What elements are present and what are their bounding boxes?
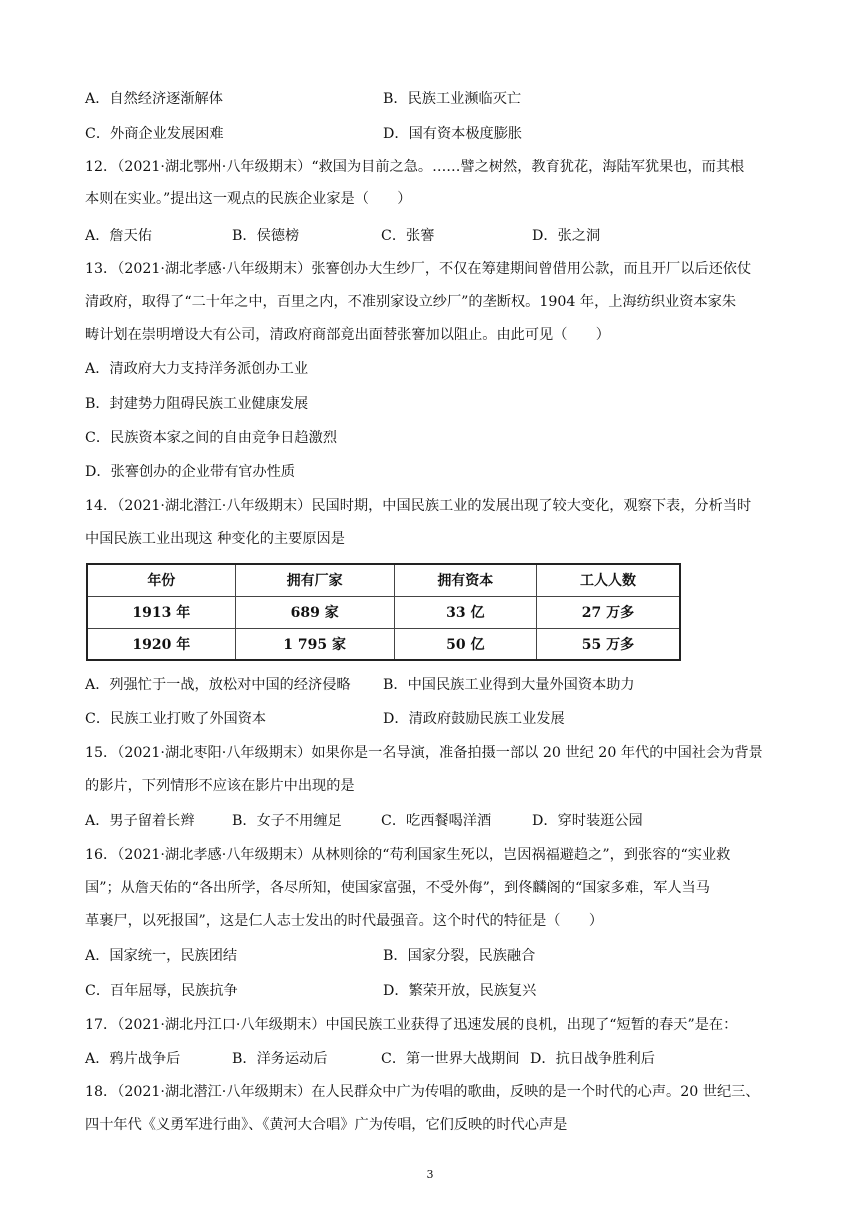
table-cell: 1920 年: [87, 628, 235, 660]
q13-stem-line2: 清政府，取得了“二十年之中，百里之内，不准别家设立纱厂”的垄断权。1904 年，上海纺织业资本家朱: [85, 294, 737, 310]
q11-option-d: D．国有资本极度膨胀: [383, 126, 523, 142]
table-cell: 55 万多: [536, 628, 680, 660]
q15-option-b: B．女子不用缠足: [232, 813, 342, 829]
q12-stem-line1: 12．（2021·湖北鄂州·八年级期末）“救国为目前之急。……譬之树然，教育犹花，海陆军犹果也，而其根: [85, 159, 745, 175]
q16-stem-line3: 革裹尸，以死报国”，这是仁人志士发出的时代最强音。这个时代的特征是（ ）: [85, 913, 604, 929]
q14-option-c: C．民族工业打败了外国资本: [85, 711, 267, 727]
q17-option-a: A．鸦片战争后: [85, 1051, 181, 1067]
q13-option-b: B．封建势力阻碍民族工业健康发展: [85, 396, 309, 412]
q13-option-c: C．民族资本家之间的自由竞争日趋激烈: [85, 430, 338, 446]
q15-option-d: D．穿时装逛公园: [532, 813, 643, 829]
q11-option-b: B．民族工业濒临灭亡: [383, 91, 522, 107]
table-header-row: [87, 564, 680, 596]
q15-option-c: C．吃西餐喝洋酒: [381, 813, 492, 829]
q16-stem-line2: 国”；从詹天佑的“各出所学，各尽所知，使国家富强，不受外侮”，到佟麟阁的“国家多难，军人当马: [85, 880, 710, 896]
table-header-cell: 年份: [87, 564, 235, 596]
table-cell: 1913 年: [87, 596, 235, 628]
table-cell: 689 家: [235, 596, 394, 628]
q16-stem-line1: 16．（2021·湖北孝感·八年级期末）从林则徐的“苟利国家生死以，岂因祸福避趋之”，到张容的“实业救: [85, 847, 731, 863]
q17-option-b: B．洋务运动后: [232, 1051, 328, 1067]
q12-option-a: A．詹天佑: [85, 228, 152, 244]
table-row: [87, 628, 680, 660]
q12-option-b: B．侯德榜: [232, 228, 300, 244]
q14-option-b: B．中国民族工业得到大量外国资本助力: [383, 677, 635, 693]
q18-stem-line2: 四十年代《义勇军进行曲》、《黄河大合唱》广为传唱，它们反映的时代心声是: [85, 1117, 568, 1133]
q13-stem-line3: 畴计划在崇明增设大有公司，清政府商部竟出面替张謇加以阻止。由此可见（ ）: [85, 327, 610, 343]
q14-stem-line1: 14．（2021·湖北潜江·八年级期末）民国时期，中国民族工业的发展出现了较大变化，观察下表，分析当时: [85, 498, 752, 514]
q18-stem-line1: 18．（2021·湖北潜江·八年级期末）在人民群众中广为传唱的歌曲，反映的是一个时代的心声。20 世纪三、: [85, 1084, 760, 1100]
q17-stem-line1: 17．（2021·湖北丹江口·八年级期末）中国民族工业获得了迅速发展的良机，出现了“短暂的春天”是在：: [85, 1017, 738, 1033]
q14-stem-line2: 中国民族工业出现这 种变化的主要原因是: [85, 531, 345, 547]
q16-option-a: A．国家统一，民族团结: [85, 948, 238, 964]
q12-stem-line2: 本则在实业。”提出这一观点的民族企业家是（ ）: [85, 191, 412, 207]
q15-stem-line1: 15．（2021·湖北枣阳·八年级期末）如果你是一名导演，准备拍摄一部以 20 世纪 20 年代的中国社会为背景: [85, 745, 763, 761]
q16-option-c: C．百年屈辱，民族抗争: [85, 983, 238, 999]
q11-option-c: C．外商企业发展困难: [85, 126, 224, 142]
q14-option-a: A．列强忙于一战，放松对中国的经济侵略: [85, 677, 351, 693]
q16-option-b: B．国家分裂，民族融合: [383, 948, 536, 964]
q14-option-d: D．清政府鼓励民族工业发展: [383, 711, 565, 727]
q15-option-a: A．男子留着长辫: [85, 813, 195, 829]
table-row: [87, 596, 680, 628]
table-cell: 27 万多: [536, 596, 680, 628]
table-cell: 33 亿: [394, 596, 536, 628]
industry-data-table: [86, 563, 681, 661]
q11-option-a: A．自然经济逐渐解体: [85, 91, 223, 107]
q16-option-d: D．繁荣开放，民族复兴: [383, 983, 537, 999]
q17-option-c: C．第一世界大战期间: [381, 1051, 520, 1067]
q12-option-d: D．张之洞: [532, 228, 601, 244]
q13-option-d: D．张謇创办的企业带有官办性质: [85, 464, 296, 480]
q13-stem-line1: 13．（2021·湖北孝感·八年级期末）张謇创办大生纱厂，不仅在筹建期间曾借用公款，而且开厂以后还依仗: [85, 261, 752, 277]
q15-stem-line2: 的影片，下列情形不应该在影片中出现的是: [85, 778, 355, 794]
table-header-cell: 拥有资本: [394, 564, 536, 596]
table-header-cell: 工人人数: [536, 564, 680, 596]
table-header-cell: 拥有厂家: [235, 564, 394, 596]
q17-option-d: D．抗日战争胜利后: [530, 1051, 655, 1067]
page-number: 3: [426, 1168, 434, 1181]
q12-option-c: C．张謇: [381, 228, 435, 244]
table-cell: 50 亿: [394, 628, 536, 660]
table-cell: 1 795 家: [235, 628, 394, 660]
q13-option-a: A．清政府大力支持洋务派创办工业: [85, 361, 309, 377]
